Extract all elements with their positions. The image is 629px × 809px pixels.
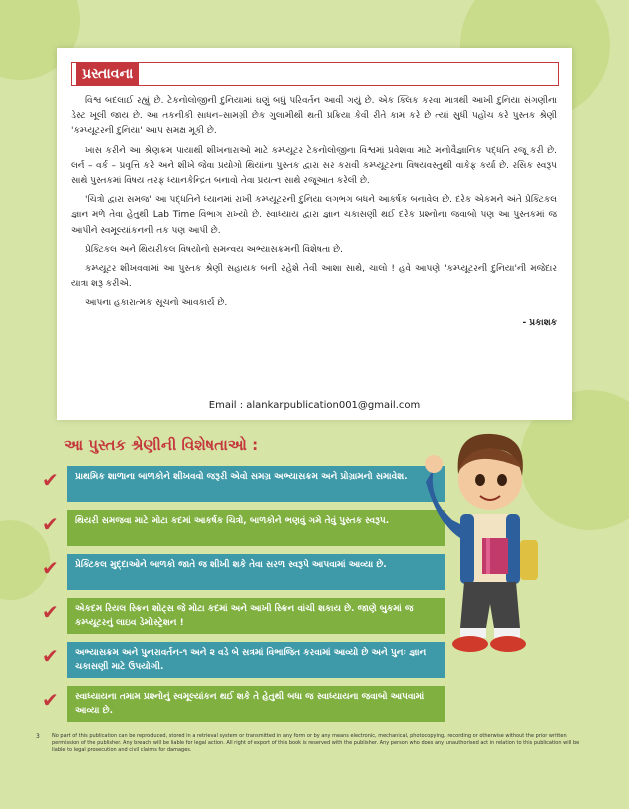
feature-item: એકદમ રિયલ સ્ક્રિન શોટ્સ જે મોટા કદમાં અને આખી સ્ક્રિન વાંચી શકાય છે. જાણે બુકમાં જ કમ્પ્યૂટરનું લાઇવ ડેમોસ્ટ્રેશન !	[67, 598, 445, 634]
boy-illustration	[424, 428, 544, 668]
preface-paragraph: પ્રેક્ટિકલ અને થિયરીકલ વિષયોનો સમન્વય અભ્યાસક્રમની વિશેષતા છે.	[85, 244, 343, 255]
preface-paragraph: 'ચિત્રો દ્વારા સમજ' આ પદ્ધતિને ધ્યાનમાં રાખી કમ્પ્યૂટરની દુનિયા લગભગ બધને આકર્ષક બનાવેલ છે. દરેક એકમને અંતે પ્રેક્ટિકલ જ્ઞાન મળે તેવા હેતુથી Lab Time વિભાગ રાખ્યો છે. સ્વાધ્યાય દ્વારા જ્ઞાન ચકાસણી થઈ દરેક પ્રશ્નોના જવાબો પણ આ પુસ્તકમાં જ આપીને સ્વમૂલ્યાંકનની તક પણ આપી છે.	[71, 195, 557, 236]
preface-paragraph: કમ્પ્યૂટર શીખવવામાં આ પુસ્તક શ્રેણી સહાયક બની રહેશે તેવી આશા સાથે, ચાલો ! હવે આપણે 'કમ્પ્યૂટરની દુનિયા'ની મજેદાર યાત્રા શરૂ કરીએ.	[71, 264, 557, 290]
copyright-notice: No part of this publication can be reproduced, stored in a retrieval system or transmitted in any form or by any means electronic, mechanical, photocopying, recording or otherwise without the prior written permission of the publisher. Any breach will be liable for legal action. All right of export of this book is reserved with the publisher. Any person who does any unauthorised act in relation to this publication will be liable to legal prosecution and civil claims for damages.	[52, 733, 580, 753]
publisher-signature: - પ્રકાશક	[522, 317, 557, 328]
preface-body	[71, 94, 557, 335]
publisher-email: Email : alankarpublication001@gmail.com	[208, 400, 421, 411]
check-icon: ✔	[42, 556, 59, 580]
feature-item: થિયરી સમજવા માટે મોટા કદમાં આકર્ષક ચિત્રો, બાળકોને ભણવું ગમે તેવું પુસ્તક સ્વરૂપ.	[67, 510, 445, 546]
check-icon: ✔	[42, 512, 59, 536]
feature-item: સ્વાધ્યાયના તમામ પ્રશ્નોનું સ્વમૂલ્યાંકન થઈ શકે તે હેતુથી બધા જ સ્વાધ્યાયના જવાબો આપવામાં આવ્યા છે.	[67, 686, 445, 722]
check-icon: ✔	[42, 688, 59, 712]
check-icon: ✔	[42, 600, 59, 624]
preface-paragraph: વિશ્વ બદલાઈ રહ્યું છે. ટેકનોલોજીની દુનિયામાં ઘણું બધું પરિવર્તન આવી ગયું છે. એક ક્લિક કરવા માત્રથી આખી દુનિયા સંગણીના ડેસ્ટ ખૂલી જાય છે. આ તકનીકી સાધન–સામગ્રી છેક ગુલામીથી થતી પ્રક્રિયા કેવી રીતે કામ કરે છે ત્યાં સુધી પહોંચ કરે પુસ્તક શ્રેણી 'કમ્પ્યૂટરની દુનિયા' આપ સમક્ષ મૂકી છે.	[71, 96, 557, 137]
preface-title-box	[71, 62, 559, 86]
page-number: 3	[36, 733, 40, 740]
preface-card	[57, 48, 572, 420]
check-icon: ✔	[42, 468, 59, 492]
preface-title: પ્રસ્તાવના	[76, 63, 139, 85]
feature-item: પ્રેક્ટિકલ મુદ્દાઓને બાળકો જાતે જ શીખી શકે તેવા સરળ સ્વરૂપે આપવામાં આવ્યા છે.	[67, 554, 445, 590]
check-icon: ✔	[42, 644, 59, 668]
preface-paragraph: આપના હકારાત્મક સૂચનો આવકાર્ય છે.	[85, 298, 228, 309]
features-title: આ પુસ્તક શ્રેણીની વિશેષતાઓ :	[64, 436, 259, 454]
feature-item: પ્રાથમિક શાળાના બાળકોને શીખવવો જરૂરી એવો સમગ્ર અભ્યાસક્રમ અને પ્રોગ્રામનો સમાવેશ.	[67, 466, 445, 502]
feature-item: અભ્યાસક્રમ અને પુનરાવર્તન-૧ અને ૨ વડે બે સત્રમાં વિભાજિત કરવામાં આવ્યો છે અને પુનઃ જ્ઞાન ચકાસણી માટે ઉપયોગી.	[67, 642, 445, 678]
preface-paragraph: ખાસ કરીને આ શ્રેણક્રમ પાયાથી શીખનારાઓ માટે કમ્પ્યૂટર ટેકનોલોજીના વિશ્વમાં પ્રવેશવા માટે મનોવૈજ્ઞાનિક પદ્ધતિ રજૂ કરી છે. લર્ન – વર્ક – પ્રવૃત્તિ કરે અને શીખે જેવા પ્રયોગો થિયાંના પુસ્તક દ્વારા સર કરાવી કમ્પ્યૂટરના વિષયવસ્તુથી વાકેફ કર્યા છે. રસિક સ્વરૂપ સાથે પુસ્તકમાં વિષય તરફ ધ્યાનકેન્દ્રિત બનાવો તેવા પ્રયત્ન સાથે રજૂઆત કરેલી છે.	[71, 145, 557, 187]
